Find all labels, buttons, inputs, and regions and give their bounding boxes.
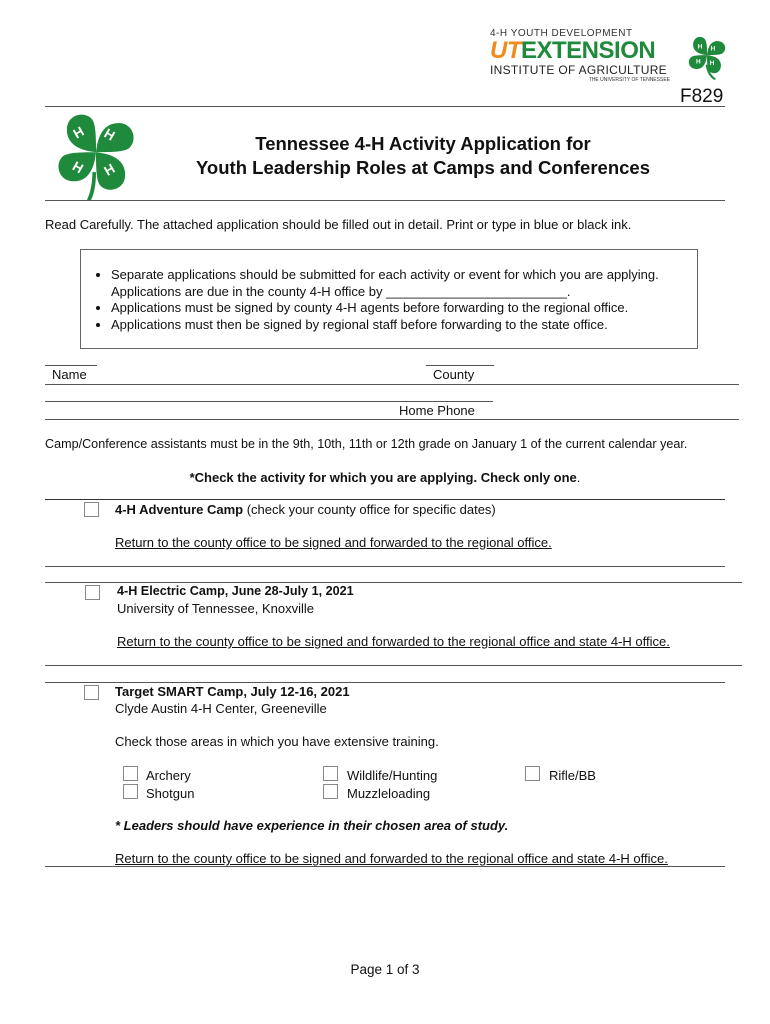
training-prompt: Check those areas in which you have extensive training. — [115, 734, 439, 749]
svg-text:H: H — [709, 60, 715, 68]
title-bottom-rule — [45, 200, 725, 201]
electric-camp-location: University of Tennessee, Knoxville — [117, 601, 315, 616]
adventure-return-note: Return to the county office to be signed and forwarded to the regional office. — [115, 535, 552, 550]
smart-bottom-rule — [45, 866, 725, 867]
instruction-item: • Separate applications should be submitted for each activity or event for which you are applying. Applications are due in the county 4-H office by _________________________. — [111, 267, 687, 300]
archery-checkbox[interactable] — [123, 766, 138, 781]
smart-return-note: Return to the county office to be signed and forwarded to the regional office and state 4-H office. — [115, 851, 668, 866]
county-short-rule — [426, 365, 494, 366]
muzzleloading-label: Muzzleloading — [347, 786, 431, 801]
smart-camp-location: Clyde Austin 4-H Center, Greeneville — [115, 701, 327, 716]
home-phone-field-line[interactable] — [45, 419, 739, 420]
svg-text:H: H — [697, 43, 703, 51]
logo-line-2 — [490, 39, 680, 63]
electric-camp-title: 4-H Electric Camp, June 28-July 1, 2021 — [117, 584, 354, 598]
adventure-camp-checkbox[interactable] — [84, 502, 99, 517]
logo-ut: UT — [490, 37, 521, 64]
shotgun-label: Shotgun — [146, 786, 195, 801]
title-line-2: Youth Leadership Roles at Camps and Conferences — [195, 157, 651, 178]
check-instruction — [45, 470, 725, 485]
instruction-item: • Applications must then be signed by regional staff before forwarding to the state office. — [111, 317, 687, 334]
eligibility-text: Camp/Conference assistants must be in the 9th, 10th, 11th or 12th grade on January 1 of the current calendar year. — [45, 437, 688, 451]
smart-camp-checkbox[interactable] — [84, 685, 99, 700]
home-phone-label: Home Phone — [399, 403, 475, 418]
form-code: F829 — [680, 86, 724, 107]
shotgun-checkbox[interactable] — [123, 784, 138, 799]
electric-return-note: Return to the county office to be signed and forwarded to the regional office and state 4-H office. — [117, 634, 670, 649]
page-number: Page 1 of 3 — [350, 962, 420, 977]
rifle-bb-label: Rifle/BB — [549, 768, 596, 783]
title-line-1: Tennessee 4-H Activity Application for — [255, 133, 591, 154]
county-label: County — [433, 367, 475, 382]
instructions-box — [80, 249, 698, 349]
svg-text:H: H — [69, 158, 86, 177]
archery-label: Archery — [146, 768, 191, 783]
logo-line-1: 4-H YOUTH DEVELOPMENT — [490, 28, 633, 39]
instructions-list — [89, 267, 687, 333]
adventure-title-bold: 4-H Adventure Camp — [115, 502, 244, 517]
leaders-note: * Leaders should have experience in their chosen area of study. — [115, 818, 509, 833]
wildlife-hunting-label: Wildlife/Hunting — [347, 768, 438, 783]
logo-extension: EXTENSION — [521, 37, 656, 64]
name-label: Name — [52, 367, 87, 382]
logo-line-3: INSTITUTE OF AGRICULTURE — [490, 63, 667, 77]
svg-text:H: H — [101, 125, 118, 144]
adventure-bottom-rule — [45, 566, 725, 567]
name-short-rule — [45, 365, 97, 366]
electric-camp-checkbox[interactable] — [85, 585, 100, 600]
svg-text:H: H — [710, 45, 716, 53]
check-instruction-end: . — [576, 470, 581, 485]
header-top-rule — [45, 106, 725, 107]
rifle-bb-checkbox[interactable] — [525, 766, 540, 781]
muzzleloading-checkbox[interactable] — [323, 784, 338, 799]
adventure-camp-title — [115, 502, 496, 517]
svg-text:H: H — [695, 58, 701, 66]
svg-text:H: H — [101, 160, 118, 179]
smart-camp-title: Target SMART Camp, July 12-16, 2021 — [115, 684, 350, 699]
phone-upper-rule — [45, 401, 493, 402]
instruction-item: • Applications must be signed by county 4-H agents before forwarding to the regional office. — [111, 300, 687, 317]
wildlife-hunting-checkbox[interactable] — [323, 766, 338, 781]
check-instruction-bold: *Check the activity for which you are applying. Check only one — [189, 470, 577, 485]
intro-text: Read Carefully. The attached application should be filled out in detail. Print or type in blue or black ink. — [45, 217, 632, 232]
smart-top-rule — [45, 682, 725, 683]
adventure-top-rule — [45, 499, 725, 500]
name-county-field-line[interactable] — [45, 384, 739, 385]
ut-extension-logo — [490, 28, 680, 84]
clover-logo-small-icon — [684, 32, 730, 80]
clover-logo-large-icon — [50, 107, 142, 201]
page-title — [140, 132, 706, 180]
electric-bottom-rule — [45, 665, 742, 666]
electric-top-rule — [45, 582, 742, 583]
adventure-note: (check your county office for specific dates) — [243, 502, 496, 517]
logo-line-4: THE UNIVERSITY OF TENNESSEE — [588, 77, 670, 83]
svg-text:H: H — [70, 123, 87, 142]
